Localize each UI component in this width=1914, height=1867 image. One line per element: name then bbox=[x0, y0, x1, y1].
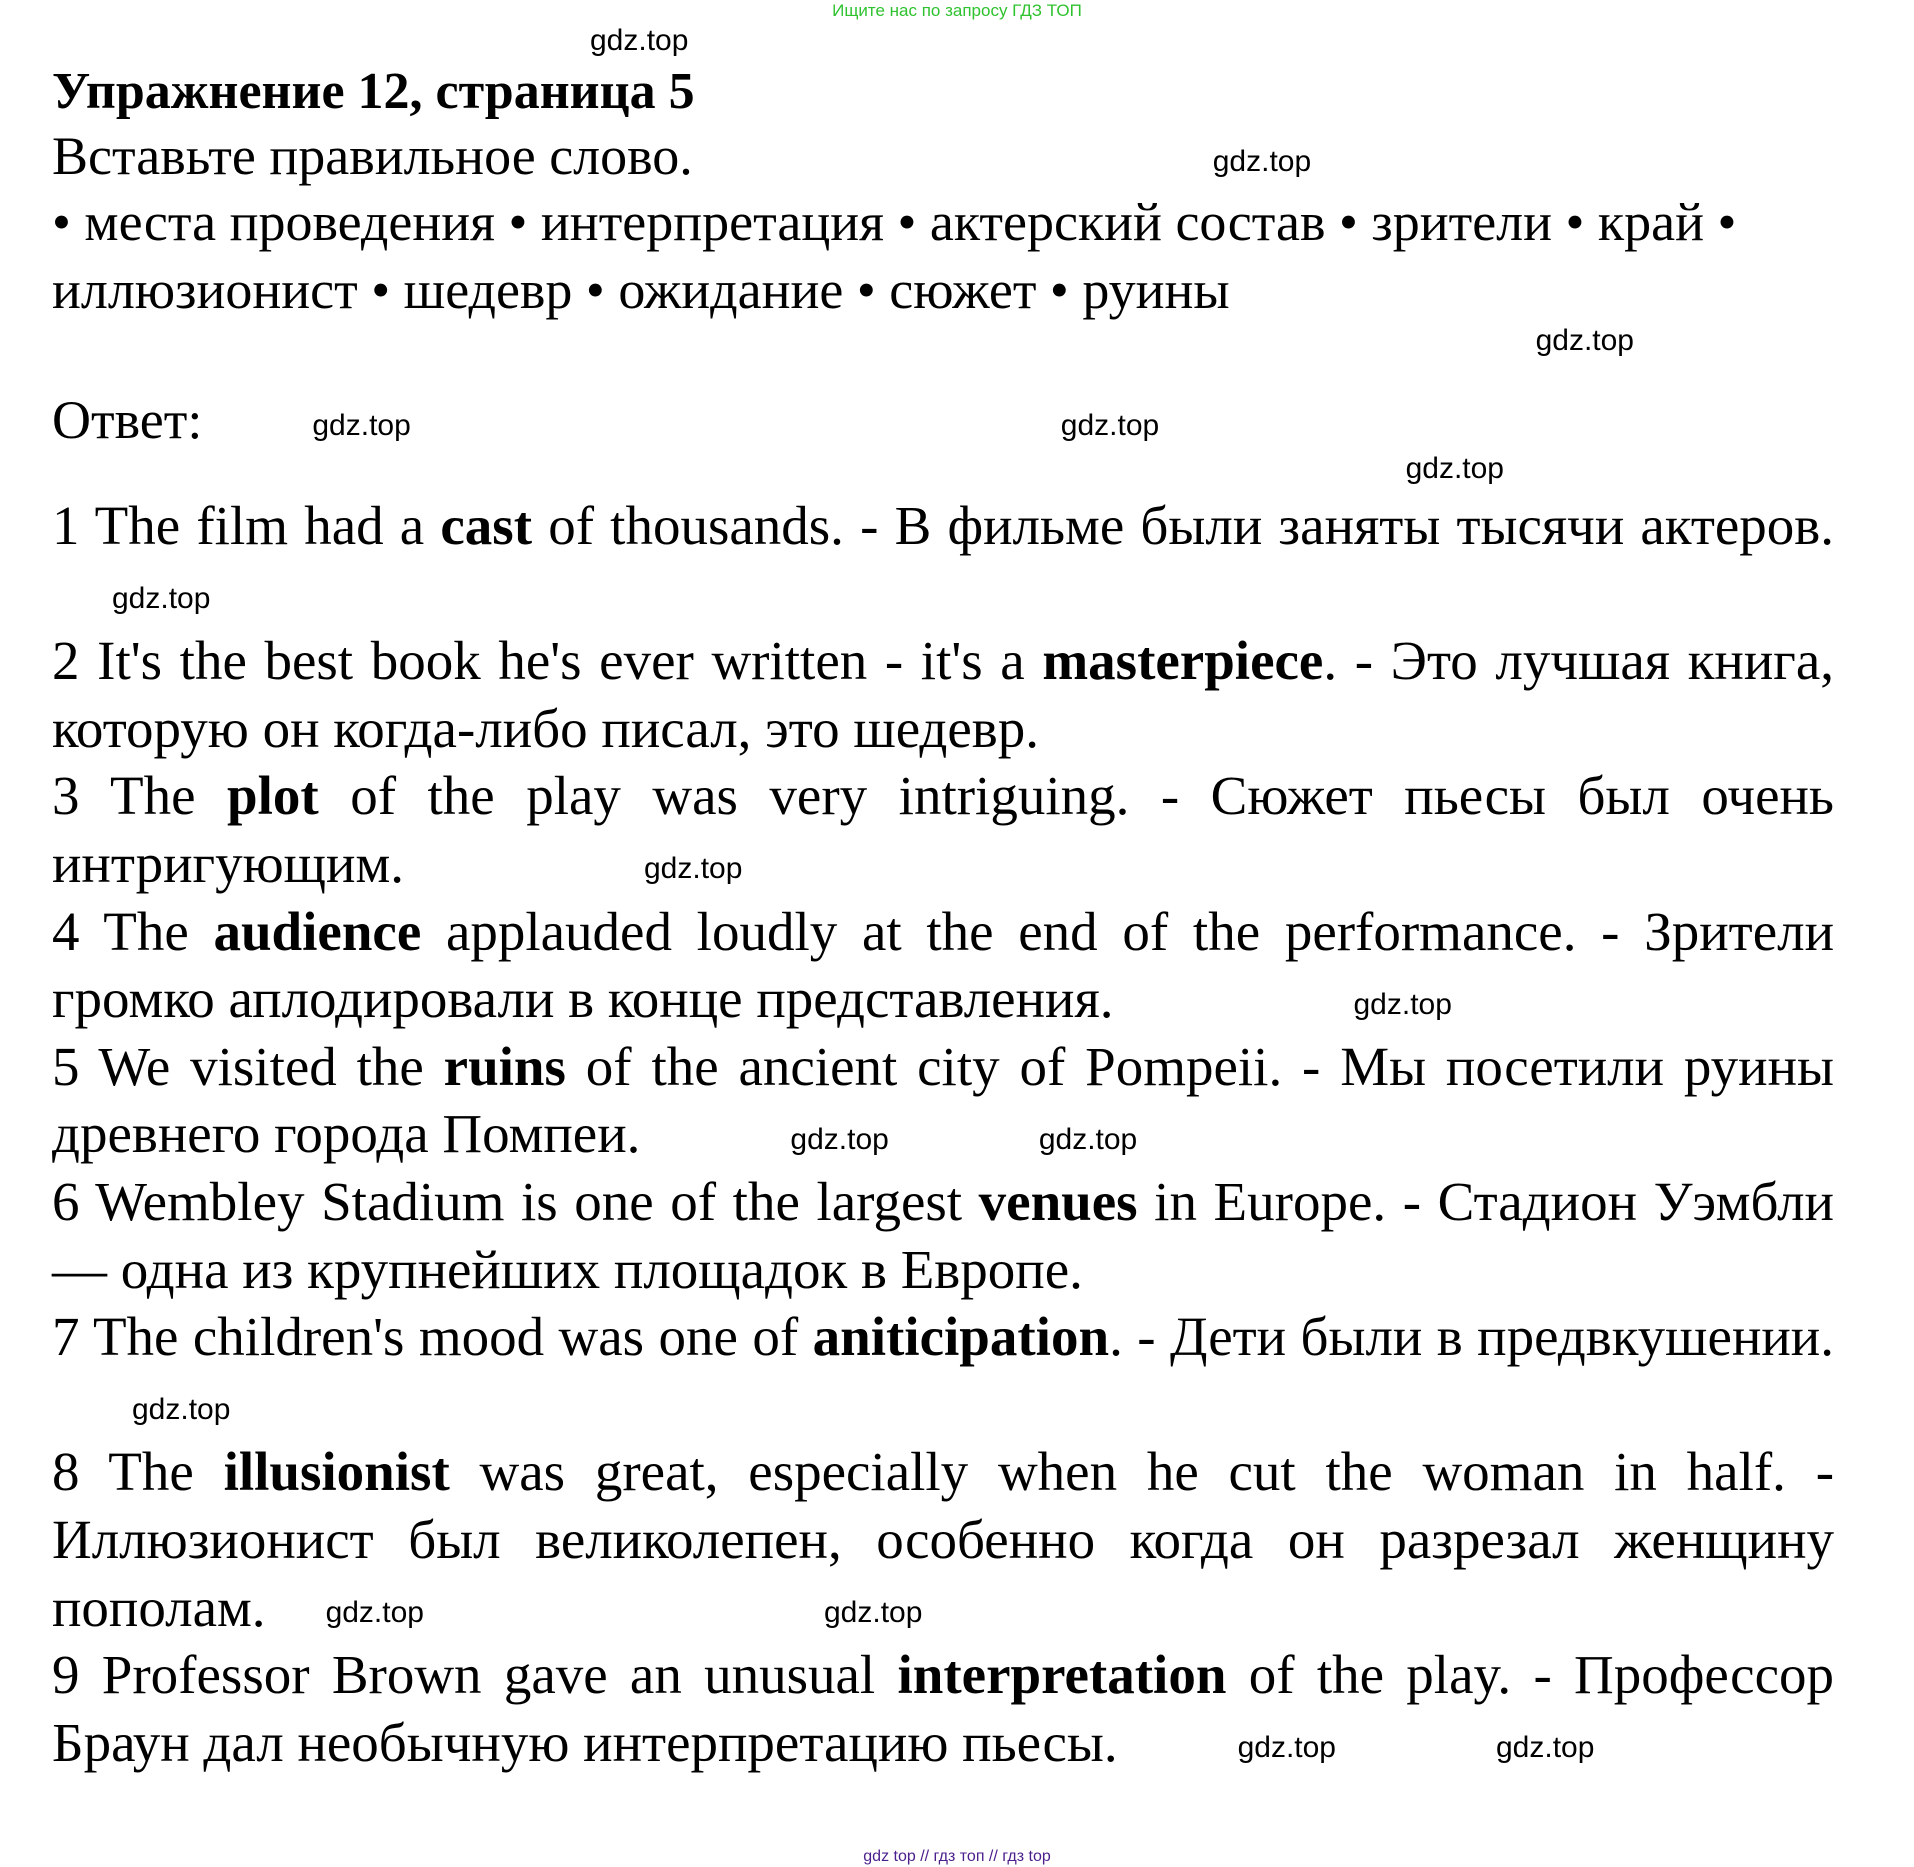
answer-item bbox=[52, 1438, 1834, 1641]
watermark: gdz.top bbox=[1060, 408, 1160, 442]
watermark: gdz.top bbox=[790, 1122, 889, 1156]
watermark: gdz.top bbox=[1535, 324, 1634, 357]
item-text: . - Дети были в предвкушении. bbox=[1109, 1306, 1834, 1368]
answer-word: illusionist bbox=[223, 1441, 450, 1503]
item-text: 1 The film had a bbox=[52, 495, 441, 556]
instruction-row bbox=[52, 124, 1834, 188]
answer-item bbox=[52, 1168, 1834, 1303]
watermark: gdz.top bbox=[1405, 452, 1504, 485]
answer-list bbox=[52, 492, 1834, 1776]
page-title: Упражнение 12, страница 5 bbox=[52, 63, 695, 120]
item-text: was great, especially when he cut the woman in half. - Иллюзионист был великолепен, особенно когда он разрезал женщину пополам. bbox=[52, 1441, 1835, 1638]
answer-word: masterpiece bbox=[1042, 630, 1324, 692]
footer-note: gdz top // гдз топ // гдз top bbox=[863, 1848, 1051, 1865]
answer-item bbox=[52, 492, 1834, 627]
item-text: 5 We visited the bbox=[52, 1035, 444, 1097]
item-text: of the play. - Профессор Браун дал необычную интерпретацию пьесы. bbox=[52, 1644, 1834, 1773]
item-text: of the play was very intriguing. - Сюжет пьесы был очень интригующим. bbox=[52, 765, 1834, 894]
watermark: gdz.top bbox=[823, 1595, 923, 1629]
item-text: 9 Professor Brown gave an unusual bbox=[52, 1644, 898, 1706]
watermark: gdz.top bbox=[590, 24, 689, 57]
answer-item bbox=[52, 627, 1834, 762]
item-text: of thousands. - В фильме были заняты тысячи актеров. bbox=[532, 495, 1834, 556]
watermark: gdz.top bbox=[325, 1595, 424, 1629]
item-text: applauded loudly at the end of the performance. - Зрители громко аплодировали в конце представления. bbox=[52, 900, 1835, 1030]
watermark: gdz.top bbox=[1353, 987, 1452, 1021]
answer-item bbox=[52, 898, 1834, 1033]
watermark: gdz.top bbox=[1496, 1731, 1595, 1765]
item-text: 7 The children's mood was one of bbox=[52, 1306, 813, 1368]
item-text: 8 The bbox=[52, 1441, 224, 1503]
answer-item bbox=[52, 762, 1834, 897]
item-text: of the ancient city of Pompeii. - Мы посетили руины древнего города Помпеи. bbox=[52, 1035, 1834, 1165]
answer-label: Ответ: bbox=[52, 390, 203, 450]
watermark: gdz.top bbox=[1237, 1731, 1336, 1765]
answer-word: plot bbox=[227, 765, 319, 827]
item-text: in Europe. - Стадион Уэмбли — одна из крупнейших площадок в Европе. bbox=[52, 1170, 1834, 1300]
watermark: gdz.top bbox=[312, 408, 411, 442]
answer-word: audience bbox=[213, 900, 422, 962]
answer-item bbox=[52, 1033, 1834, 1168]
item-text: . - Это лучшая книга, которую он когда-либо писал, это шедевр. bbox=[52, 630, 1834, 759]
watermark: gdz.top bbox=[644, 852, 743, 886]
search-hint: Ищите нас по запросу ГДЗ ТОП bbox=[832, 1, 1082, 20]
answer-word: cast bbox=[440, 495, 533, 556]
watermark: gdz.top bbox=[132, 1393, 231, 1427]
answer-item bbox=[52, 1641, 1834, 1776]
watermark: gdz.top bbox=[1212, 144, 1312, 178]
watermark-row bbox=[52, 452, 1834, 486]
watermark: gdz.top bbox=[1038, 1122, 1138, 1156]
answer-word: ruins bbox=[443, 1035, 566, 1097]
item-text: 4 The bbox=[52, 900, 214, 962]
word-bank: • места проведения • интерпретация • актерский состав • зрители • край • иллюзионист • шедевр • ожидание • сюжет • руины bbox=[52, 192, 1737, 320]
item-text: 3 The bbox=[52, 765, 228, 827]
watermark-row bbox=[52, 324, 1834, 358]
answer-word: aniticipation bbox=[812, 1306, 1110, 1368]
answer-word: venues bbox=[978, 1170, 1138, 1232]
watermark: gdz.top bbox=[112, 581, 211, 615]
answer-word: interpretation bbox=[897, 1644, 1227, 1706]
item-text: 6 Wembley Stadium is one of the largest bbox=[52, 1170, 979, 1232]
content bbox=[52, 60, 1834, 1776]
instruction: Вставьте правильное слово. bbox=[52, 126, 693, 186]
answer-row bbox=[52, 388, 1834, 452]
item-text: 2 It's the best book he's ever written - it's a bbox=[52, 630, 1043, 692]
answer-item bbox=[52, 1303, 1834, 1438]
